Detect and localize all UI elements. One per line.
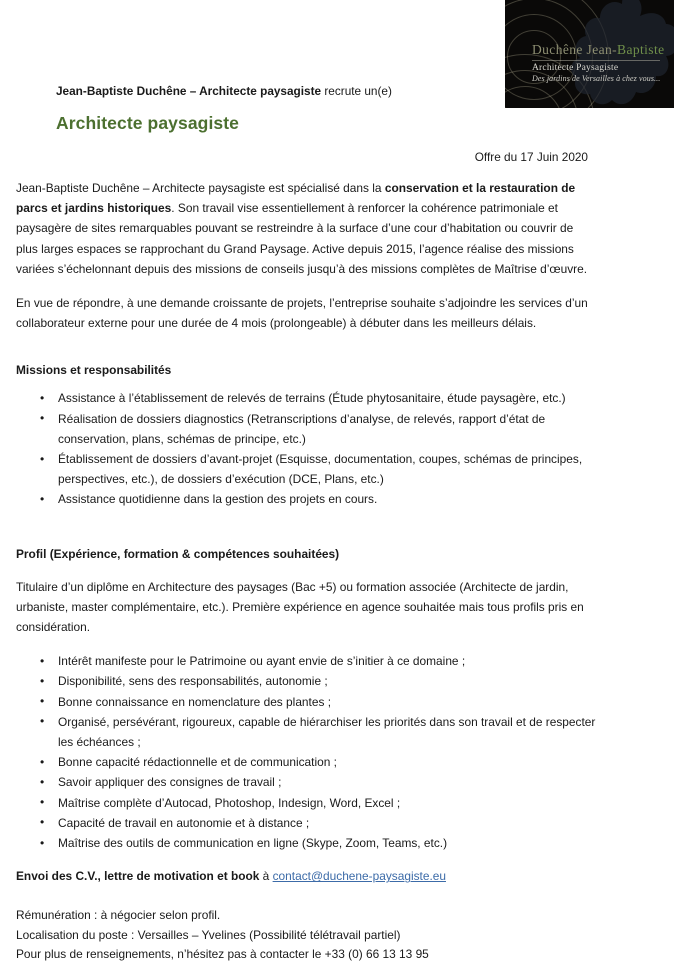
envoi-connector: à <box>259 869 273 884</box>
list-item: • Savoir appliquer des consignes de travail ; <box>16 772 596 792</box>
spacer <box>16 510 596 544</box>
list-item: • Bonne capacité rédactionnelle et de communication ; <box>16 752 596 772</box>
email-link[interactable]: contact@duchene-paysagiste.eu <box>272 869 446 884</box>
page-title: Architecte paysagiste <box>56 113 240 133</box>
logo-divider <box>532 60 660 61</box>
logo-text-block <box>532 42 674 83</box>
profil-heading: Profil (Expérience, formation & compétences souhaitées) <box>16 546 340 561</box>
spacer <box>16 886 596 906</box>
list-item: • Bonne connaissance en nomenclature des plantes ; <box>16 692 596 712</box>
renseignements-line: Pour plus de renseignements, n’hésitez pas à contacter le +33 (0) 66 13 13 95 <box>16 947 429 962</box>
kicker-suffix: recrute un(e) <box>321 84 392 98</box>
intro-p1-part2: . Son travail vise essentiellement à renforcer la cohérence patrimoniale et paysagère de sites remarquables pouvant se restreindre à la surface d’une cour d’habitation ou couvrir de plus larges espaces se rapprochant du Grand Paysage. Active depuis 2015, l’agence réalise des missions variées s’échelonnant depuis des missions de conseils jusqu’à des missions complètes de Maîtrise d’œuvre. <box>16 201 588 276</box>
list-item: • Établissement de dossiers d’avant-projet (Esquisse, documentation, coupes, schémas de principes, perspectives, etc.), de dossiers d’exécution (DCE, Plans, etc.) <box>16 449 596 489</box>
remuneration-line: Rémunération : à négocier selon profil. <box>16 908 221 923</box>
intro-paragraph-1 <box>16 178 596 279</box>
kicker-company: Jean-Baptiste Duchêne – Architecte paysagiste <box>56 84 322 98</box>
intro-p1-part1: Jean-Baptiste Duchêne – Architecte paysagiste est spécialisé dans la <box>16 181 385 195</box>
list-item: • Maîtrise complète d’Autocad, Photoshop, Indesign, Word, Excel ; <box>16 793 596 813</box>
spacer <box>16 853 596 866</box>
logo-company-name: Duchêne Jean-Baptiste <box>532 42 665 57</box>
profil-paragraph: Titulaire d’un diplôme en Architecture des paysages (Bac +5) ou formation associée (Architecte de jardin, urbaniste, master complémentaire, etc.). Première expérience en agence souhaitée mais tous profils pris en considération. <box>16 579 584 635</box>
spacer <box>16 347 596 360</box>
localisation-line: Localisation du poste : Versailles – Yvelines (Possibilité télétravail partiel) <box>16 927 401 942</box>
missions-heading: Missions et responsabilités <box>16 363 172 378</box>
logo-tagline: Des jardins de Versailles à chez vous... <box>532 74 661 83</box>
intro-p1-bold: conservation et la restauration de parcs et jardins historiques <box>16 181 576 216</box>
envoi-label: Envoi des C.V., lettre de motivation et book <box>16 869 260 884</box>
offer-date: Offre du 17 Juin 2020 <box>474 150 588 164</box>
company-logo <box>505 0 674 108</box>
list-item: • Disponibilité, sens des responsabilités, autonomie ; <box>16 671 596 691</box>
list-item: • Assistance à l’établissement de relevés de terrains (Étude phytosanitaire, étude paysagère, etc.) <box>16 388 596 408</box>
list-item: • Réalisation de dossiers diagnostics (Retranscriptions d’analyse, de relevés, rapport d’état de conservation, plans, schémas de principe, etc.) <box>16 409 596 449</box>
logo-role: Architecte Paysagiste <box>532 63 619 73</box>
missions-list <box>16 388 596 509</box>
contact-details <box>16 906 596 965</box>
intro-paragraph-2: En vue de répondre, à une demande croissante de projets, l’entreprise souhaite s’adjoindre les services d’un collaborateur externe pour une durée de 4 mois (prolongeable) à débuter dans les meilleurs délais. <box>16 296 588 331</box>
list-item: • Capacité de travail en autonomie et à distance ; <box>16 813 596 833</box>
spacer <box>16 564 596 577</box>
profil-list <box>16 651 596 853</box>
recruitment-kicker <box>56 84 392 99</box>
list-item: • Assistance quotidienne dans la gestion des projets en cours. <box>16 489 596 509</box>
application-instructions <box>16 866 596 886</box>
list-item: • Intérêt manifeste pour le Patrimoine ou ayant envie de s’initier à ce domaine ; <box>16 651 596 671</box>
document-body <box>16 178 596 965</box>
list-item: • Maîtrise des outils de communication en ligne (Skype, Zoom, Teams, etc.) <box>16 833 596 853</box>
list-item: • Organisé, persévérant, rigoureux, capable de hiérarchiser les priorités dans son travail et de respecter les échéances ; <box>16 712 596 752</box>
